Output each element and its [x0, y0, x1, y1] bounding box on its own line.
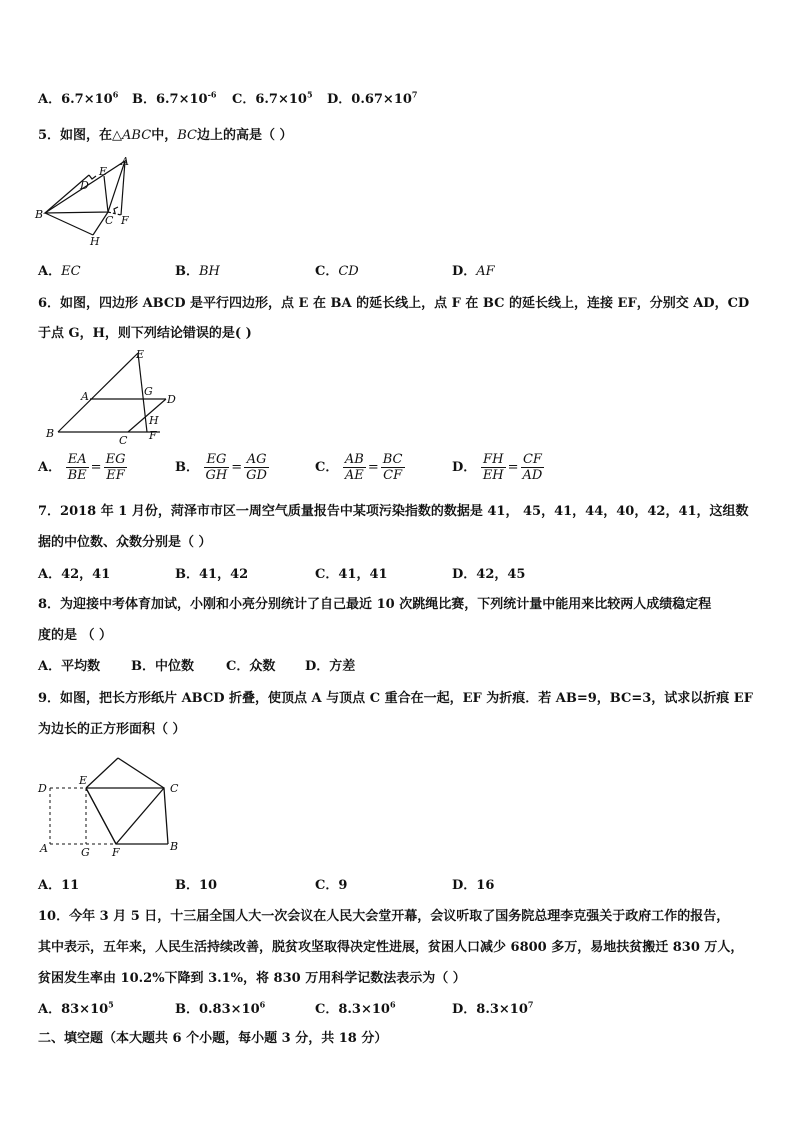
q6-label-f: F: [149, 429, 157, 442]
q9-label-g: G: [81, 846, 90, 859]
q4-option-d: D．$0.67\times 10^7$: [327, 89, 418, 107]
q10-stem-line3: 贫困发生率由 10.2%下降到 3.1%，将 830 万用科学记数法表示为（ ）: [38, 971, 466, 986]
q6-option-a: A． $\frac{EA}{BE}$ = $\frac{EG}{EF}$: [38, 452, 126, 483]
q5-option-d: D．AF: [452, 264, 495, 279]
q5-stem: 5．如图，在△ABC中，BC边上的高是（ ）: [38, 128, 293, 143]
q6-label-d: D: [167, 393, 176, 406]
q9-option-b: B．10: [175, 878, 218, 893]
q10-option-a: A．$83\times 10^5$: [38, 999, 114, 1017]
q6-option-b: B． $\frac{EG}{GH}$ = $\frac{AG}{GD}$: [175, 452, 267, 483]
q9-option-a: A．11: [38, 878, 80, 893]
q10-option-d: D．$8.3\times 10^7$: [452, 999, 534, 1017]
q6-label-e: E: [136, 348, 145, 361]
q5-option-b: B．BH: [175, 264, 220, 279]
q7-stem-line2: 据的中位数、众数分别是（ ）: [38, 535, 212, 550]
q5-label-e: E: [99, 165, 108, 178]
q5-option-c: C．CD: [315, 264, 359, 279]
q10-stem-line2: 其中表示，五年来，人民生活持续改善，脱贫攻坚取得决定性进展，贫困人口减少 6800 多万，易地扶贫搬迁 830 万人，: [38, 940, 744, 955]
q7-option-a: A．42，41: [38, 567, 111, 582]
q7-option-c: C．41，41: [315, 567, 388, 582]
q9-option-d: D．16: [452, 878, 495, 893]
q9-stem-line2: 为边长的正方形面积（ ）: [38, 722, 186, 737]
q6-label-a: A: [81, 390, 89, 403]
q5-label-h: H: [90, 235, 100, 248]
q6-option-c: C． $\frac{AB}{AE}$ = $\frac{BC}{CF}$: [315, 452, 403, 483]
q5-label-f: F: [121, 214, 129, 227]
q6-label-b: B: [46, 427, 55, 440]
q5-label-d: D: [80, 179, 89, 192]
q6-label-c: C: [119, 434, 128, 447]
q9-label-b: B: [170, 840, 179, 853]
q4-option-b: B．$6.7\times 10^{-6}$: [132, 89, 217, 107]
q5-label-c: C: [105, 214, 114, 227]
q8-stem-line1: 8．为迎接中考体育加试，小刚和小亮分别统计了自己最近 10 次跳绳比赛，下列统计量中能用来比较两人成绩稳定程: [38, 597, 712, 612]
q9-label-c: C: [170, 782, 179, 795]
q9-label-a: A: [40, 842, 48, 855]
q7-stem-line1: 7．2018 年 1 月份，菏泽市市区一周空气质量报告中某项污染指数的数据是 41， 45，41，44，40，42，41，这组数: [38, 504, 749, 519]
q7-option-d: D．42，45: [452, 567, 526, 582]
q5-label-a: A: [121, 155, 129, 168]
q8-option-b: B．中位数: [131, 659, 194, 674]
q9-label-f: F: [112, 846, 120, 859]
q9-label-e: E: [79, 774, 88, 787]
q6-label-g: G: [144, 385, 153, 398]
q8-option-c: C．众数: [226, 659, 276, 674]
q4-option-c: C．$6.7\times 10^5$: [232, 89, 313, 107]
q9-label-d: D: [38, 782, 47, 795]
q5-option-a: A．EC: [38, 264, 81, 279]
q6-stem-line1: 6．如图，四边形 ABCD 是平行四边形，点 E 在 BA 的延长线上，点 F 在 BC 的延长线上，连接 EF，分别交 AD，CD: [38, 296, 750, 311]
q6-option-d: D． $\frac{FH}{EH}$ = $\frac{CF}{AD}$: [452, 452, 543, 483]
q7-option-b: B．41，42: [175, 567, 249, 582]
q10-stem-line1: 10．今年 3 月 5 日，十三届全国人大一次会议在人民大会堂开幕，会议听取了国务院总理李克强关于政府工作的报告，: [38, 909, 730, 924]
q6-figure: [40, 348, 180, 448]
q5-label-b: B: [35, 208, 44, 221]
q4-option-a: A．$6.7\times 10^6$: [38, 89, 119, 107]
q10-option-b: B．$0.83\times 10^6$: [175, 999, 266, 1017]
q9-option-c: C．9: [315, 878, 348, 893]
q5-figure: [30, 155, 140, 250]
q9-stem-line1: 9．如图，把长方形纸片 ABCD 折叠，使顶点 A 与顶点 C 重合在一起，EF 为折痕．若 AB=9，BC=3，试求以折痕 EF: [38, 691, 753, 706]
q10-option-c: C．$8.3\times 10^6$: [315, 999, 396, 1017]
q6-label-h: H: [149, 414, 159, 427]
q8-stem-line2: 度的是 （ ）: [38, 628, 113, 643]
q8-option-d: D．方差: [305, 659, 356, 674]
q8-option-a: A．平均数: [38, 659, 101, 674]
q6-stem-line2: 于点 G，H，则下列结论错误的是( ): [38, 326, 252, 341]
section-heading-fill-in: 二、填空题（本大题共 6 个小题，每小题 3 分，共 18 分）: [38, 1031, 388, 1046]
q9-figure: [36, 770, 186, 865]
